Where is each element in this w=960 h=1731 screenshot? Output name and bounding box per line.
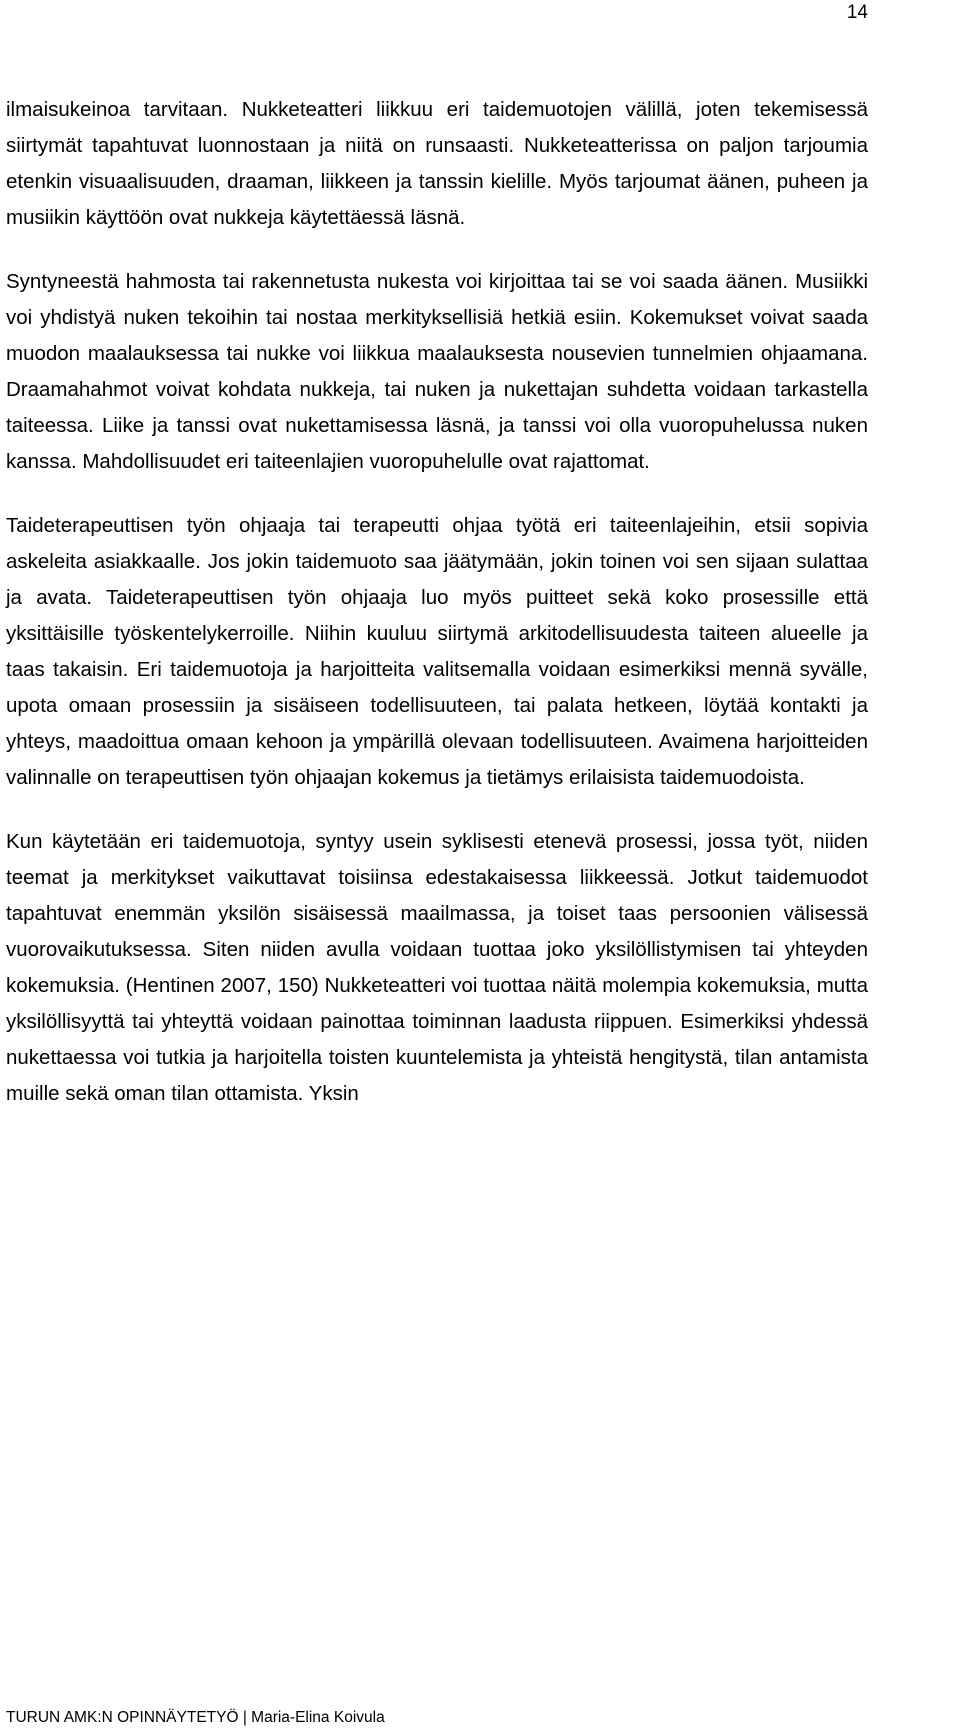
paragraph-2: Syntyneestä hahmosta tai rakennetusta nukesta voi kirjoittaa tai se voi saada äänen. Musiikki voi yhdistyä nuken tekoihin tai nostaa merkityksellisiä hetkiä esiin. Kokemukset voivat saada muodon maalauksessa tai nukke voi liikkua maalauksesta nousevien tunnelmien ohjaamana. Draamahahmot voivat kohdata nukkeja, tai nuken ja nukettajan suhdetta voidaan tarkastella taiteessa. Liike ja tanssi ovat nukettamisessa läsnä, ja tanssi voi olla vuoropuhelussa nuken kanssa. Mahdollisuudet eri taiteenlajien vuoropuhelulle ovat rajattomat. xyxy=(6,270,868,473)
page-footer: TURUN AMK:N OPINNÄYTETYÖ | Maria-Elina Koivula xyxy=(6,1709,385,1726)
document-body xyxy=(6,92,868,1112)
paragraph-4: Kun käytetään eri taidemuotoja, syntyy usein syklisesti etenevä prosessi, jossa työt, niiden teemat ja merkitykset vaikuttavat toisiinsa edestakaisessa liikkeessä. Jotkut taidemuodot tapahtuvat enemmän yksilön sisäisessä maailmassa, ja toiset taas persoonien välisessä vuorovaikutuksessa. Siten niiden avulla voidaan tuottaa joko yksilöllistymisen tai yhteyden kokemuksia. (Hentinen 2007, 150) Nukketeatteri voi tuottaa näitä molempia kokemuksia, mutta yksilöllisyyttä tai yhteyttä voidaan painottaa toiminnan laadusta riippuen. Esimerkiksi yhdessä nukettaessa voi tutkia ja harjoitella toisten kuuntelemista ja yhteistä hengitystä, tilan antamista muille sekä oman tilan ottamista. Yksin xyxy=(6,830,868,1105)
paragraph-3: Taideterapeuttisen työn ohjaaja tai terapeutti ohjaa työtä eri taiteenlajeihin, etsii sopivia askeleita asiakkaalle. Jos jokin taidemuoto saa jäätymään, jokin toinen voi sen sijaan sulattaa ja avata. Taideterapeuttisen työn ohjaaja luo myös puitteet sekä koko prosessille että yksittäisille työskentelykerroille. Niihin kuuluu siirtymä arkitodellisuudesta taiteen alueelle ja taas takaisin. Eri taidemuotoja ja harjoitteita valitsemalla voidaan esimerkiksi mennä syvälle, upota omaan prosessiin ja sisäiseen todellisuuteen, tai palata hetkeen, löytää kontakti ja yhteys, maadoittua omaan kehoon ja ympärillä olevaan todellisuuteen. Avaimena harjoitteiden valinnalle on terapeuttisen työn ohjaajan kokemus ja tietämys erilaisista taidemuodoista. xyxy=(6,514,868,789)
paragraph-1: ilmaisukeinoa tarvitaan. Nukketeatteri liikkuu eri taidemuotojen välillä, joten tekemisessä siirtymät tapahtuvat luonnostaan ja niitä on runsaasti. Nukketeatterissa on paljon tarjoumia etenkin visuaalisuuden, draaman, liikkeen ja tanssin kielille. Myös tarjoumat äänen, puheen ja musiikin käyttöön ovat nukkeja käytettäessä läsnä. xyxy=(6,98,868,229)
page-number: 14 xyxy=(846,2,868,23)
